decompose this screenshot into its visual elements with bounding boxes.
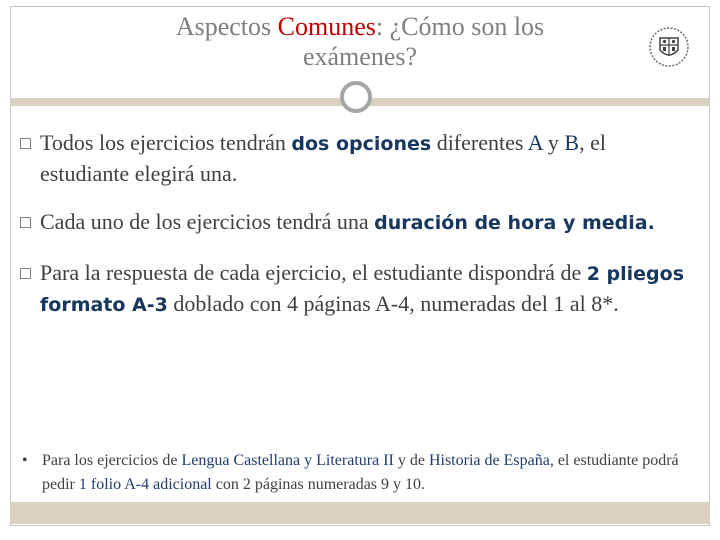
option-b: B [564,130,580,155]
bullet-text: diferentes [431,130,528,155]
note-highlight: Historia de España [428,452,550,469]
title-line2: exámenes? [302,42,418,71]
note-text: , el estudiante podrá pedir [42,452,679,493]
footer-bar [10,502,710,524]
university-crest-icon [648,26,690,68]
title-part1: Aspectos [175,12,278,41]
title-part2: : ¿Cómo son los [375,12,545,41]
divider-ring-icon [340,81,372,113]
square-bullet-icon: □ [20,133,31,153]
bullet-text: Para la respuesta de cada ejercicio, el estudiante dispondrá de [40,260,587,285]
bullet-text: , el estudiante elegirá una. [40,130,606,186]
bullet-emphasis: 2 pliegos formato A-3 [40,263,685,316]
bullet-text: y [542,130,565,155]
option-a: A [527,130,543,155]
bullet-emphasis: dos opciones [291,133,432,155]
bullet-text: Todos los ejercicios tendrán [40,130,292,155]
note-highlight: Lengua Castellana y Literatura II [181,452,394,469]
slide-title [60,12,660,72]
note-text: y de [393,452,429,469]
bullet-text: Cada uno de los ejercicios tendrá una [40,209,375,234]
square-bullet-icon: □ [20,263,31,283]
bullet-emphasis: duración de hora y media. [374,212,655,234]
note-text: Para los ejercicios de [42,452,182,469]
bullet-item [20,207,692,238]
note-item [22,449,702,497]
note-highlight: 1 folio A-4 adicional [78,476,212,493]
dot-bullet-icon: • [22,452,28,469]
bullet-item [20,258,692,320]
bullet-list [20,128,692,339]
bullet-text: doblado con 4 páginas A-4, numeradas del 1 al 8*. [167,291,619,316]
title-accent: Comunes [277,12,376,41]
bullet-item [20,128,692,188]
note-text: con 2 páginas numeradas 9 y 10. [211,476,426,493]
square-bullet-icon: □ [20,212,31,232]
